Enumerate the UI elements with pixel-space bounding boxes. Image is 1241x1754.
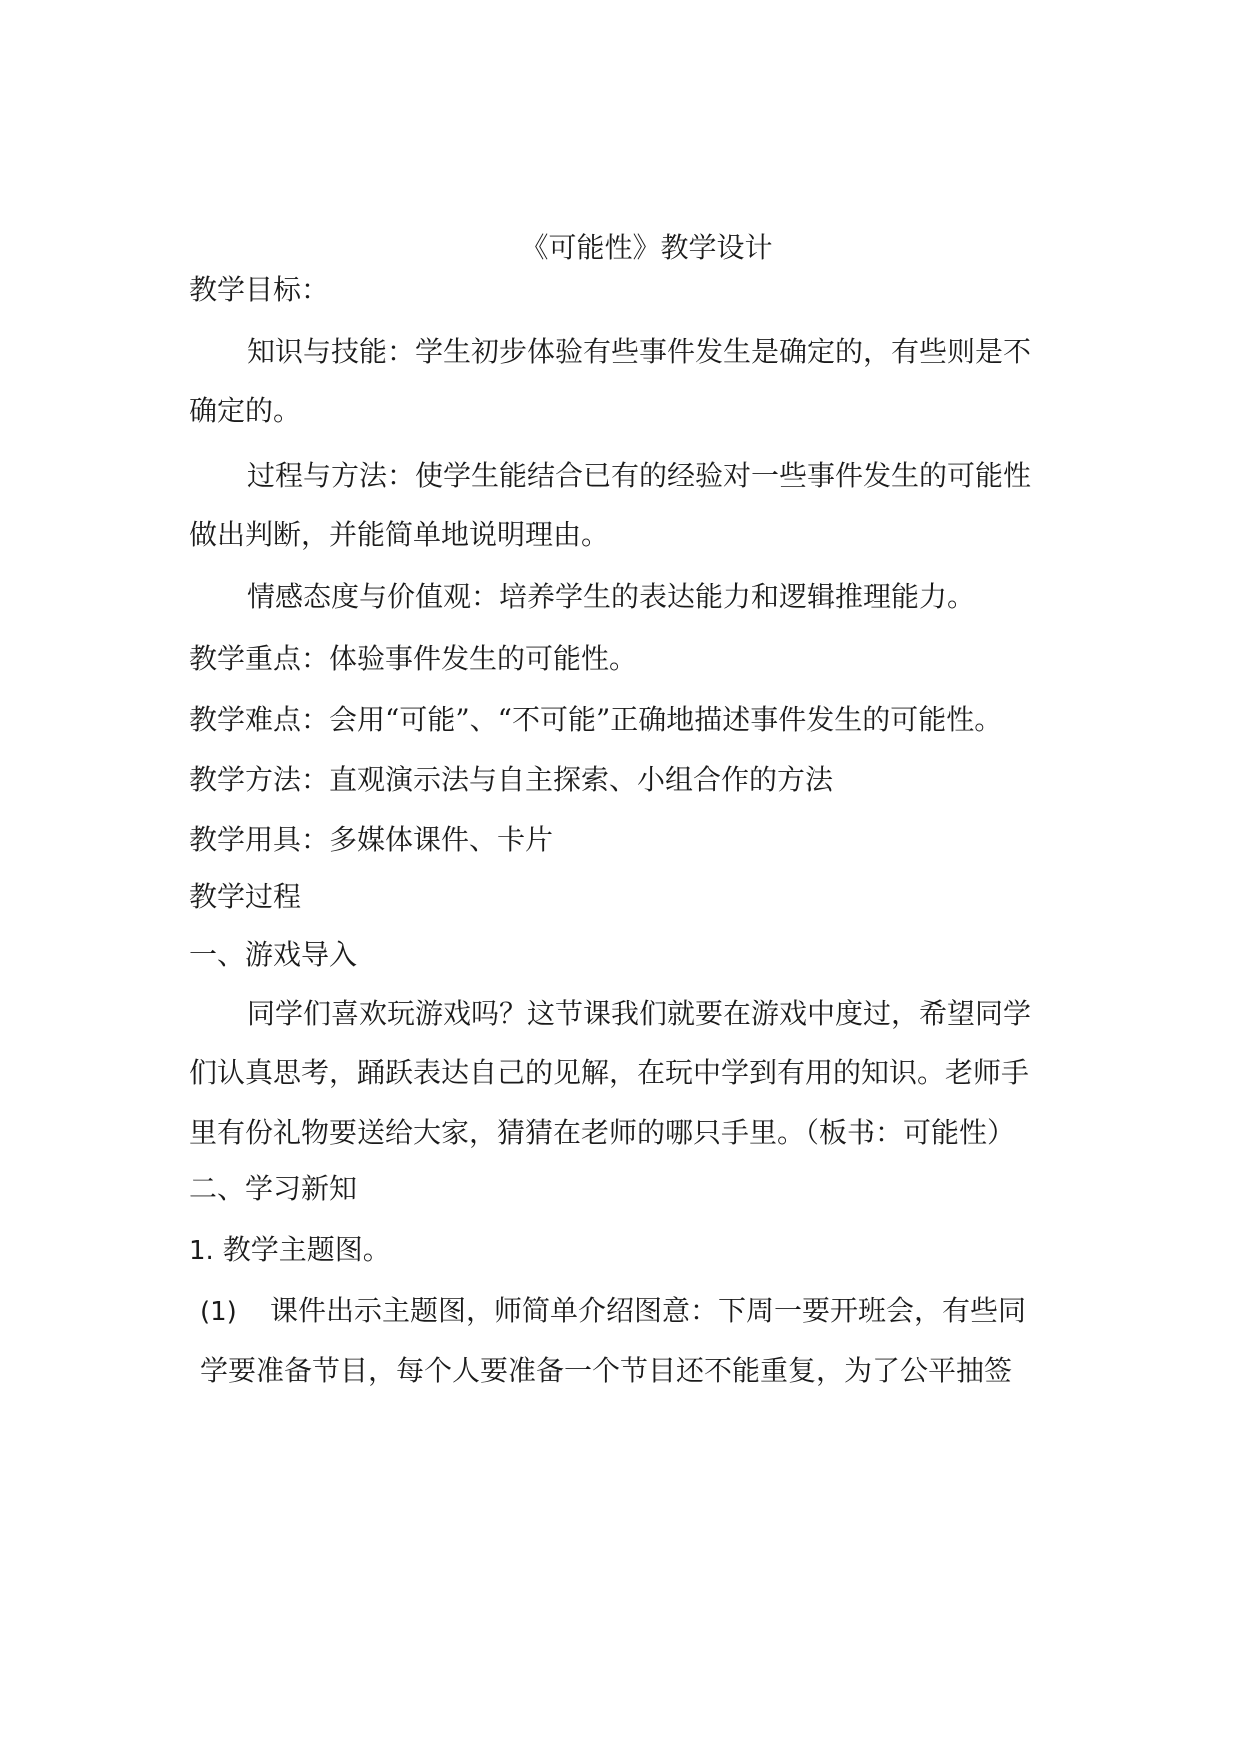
document-title: 《可能性》教学设计 bbox=[520, 231, 773, 264]
key-point: 教学重点：体验事件发生的可能性。 bbox=[189, 642, 638, 675]
item-1-number: 1. bbox=[189, 1236, 214, 1266]
section-1-heading: 一、游戏导入 bbox=[189, 938, 358, 971]
section-1-paragraph-line-1: 同学们喜欢玩游戏吗？这节课我们就要在游戏中度过，希望同学 bbox=[247, 997, 1032, 1030]
objectives-heading: 教学目标： bbox=[189, 273, 330, 306]
difficulty: 教学难点：会用“可能”、“不可能”正确地描述事件发生的可能性。 bbox=[189, 703, 1003, 736]
section-1-paragraph-line-3: 里有份礼物要送给大家，猜猜在老师的哪只手里。（板书：可能性） bbox=[189, 1116, 1016, 1149]
objective-knowledge-line-2: 确定的。 bbox=[189, 394, 302, 427]
section-1-paragraph-line-2: 们认真思考，踊跃表达自己的见解，在玩中学到有用的知识。老师手 bbox=[189, 1056, 1030, 1089]
subitem-1-line-1 bbox=[200, 1291, 1070, 1332]
item-1 bbox=[189, 1230, 1059, 1271]
item-1-text: 教学主题图。 bbox=[222, 1233, 391, 1266]
teaching-method: 教学方法：直观演示法与自主探索、小组合作的方法 bbox=[189, 763, 834, 796]
process-heading: 教学过程 bbox=[189, 880, 302, 913]
objective-process-line-2: 做出判断，并能简单地说明理由。 bbox=[189, 518, 610, 551]
subitem-1-text-line-1: 课件出示主题图，师简单介绍图意：下周一要开班会，有些同 bbox=[270, 1294, 1027, 1327]
objective-emotion: 情感态度与价值观：培养学生的表达能力和逻辑推理能力。 bbox=[247, 580, 976, 613]
teaching-tools: 教学用具：多媒体课件、卡片 bbox=[189, 823, 554, 856]
subitem-1-line-2: 学要准备节目，每个人要准备一个节目还不能重复，为了公平抽签 bbox=[200, 1354, 1013, 1387]
objective-knowledge-line-1: 知识与技能：学生初步体验有些事件发生是确定的，有些则是不 bbox=[247, 335, 1032, 368]
objective-process-line-1: 过程与方法：使学生能结合已有的经验对一些事件发生的可能性 bbox=[247, 459, 1032, 492]
subitem-1-number: (1) bbox=[200, 1297, 237, 1327]
section-2-heading: 二、学习新知 bbox=[189, 1172, 358, 1205]
